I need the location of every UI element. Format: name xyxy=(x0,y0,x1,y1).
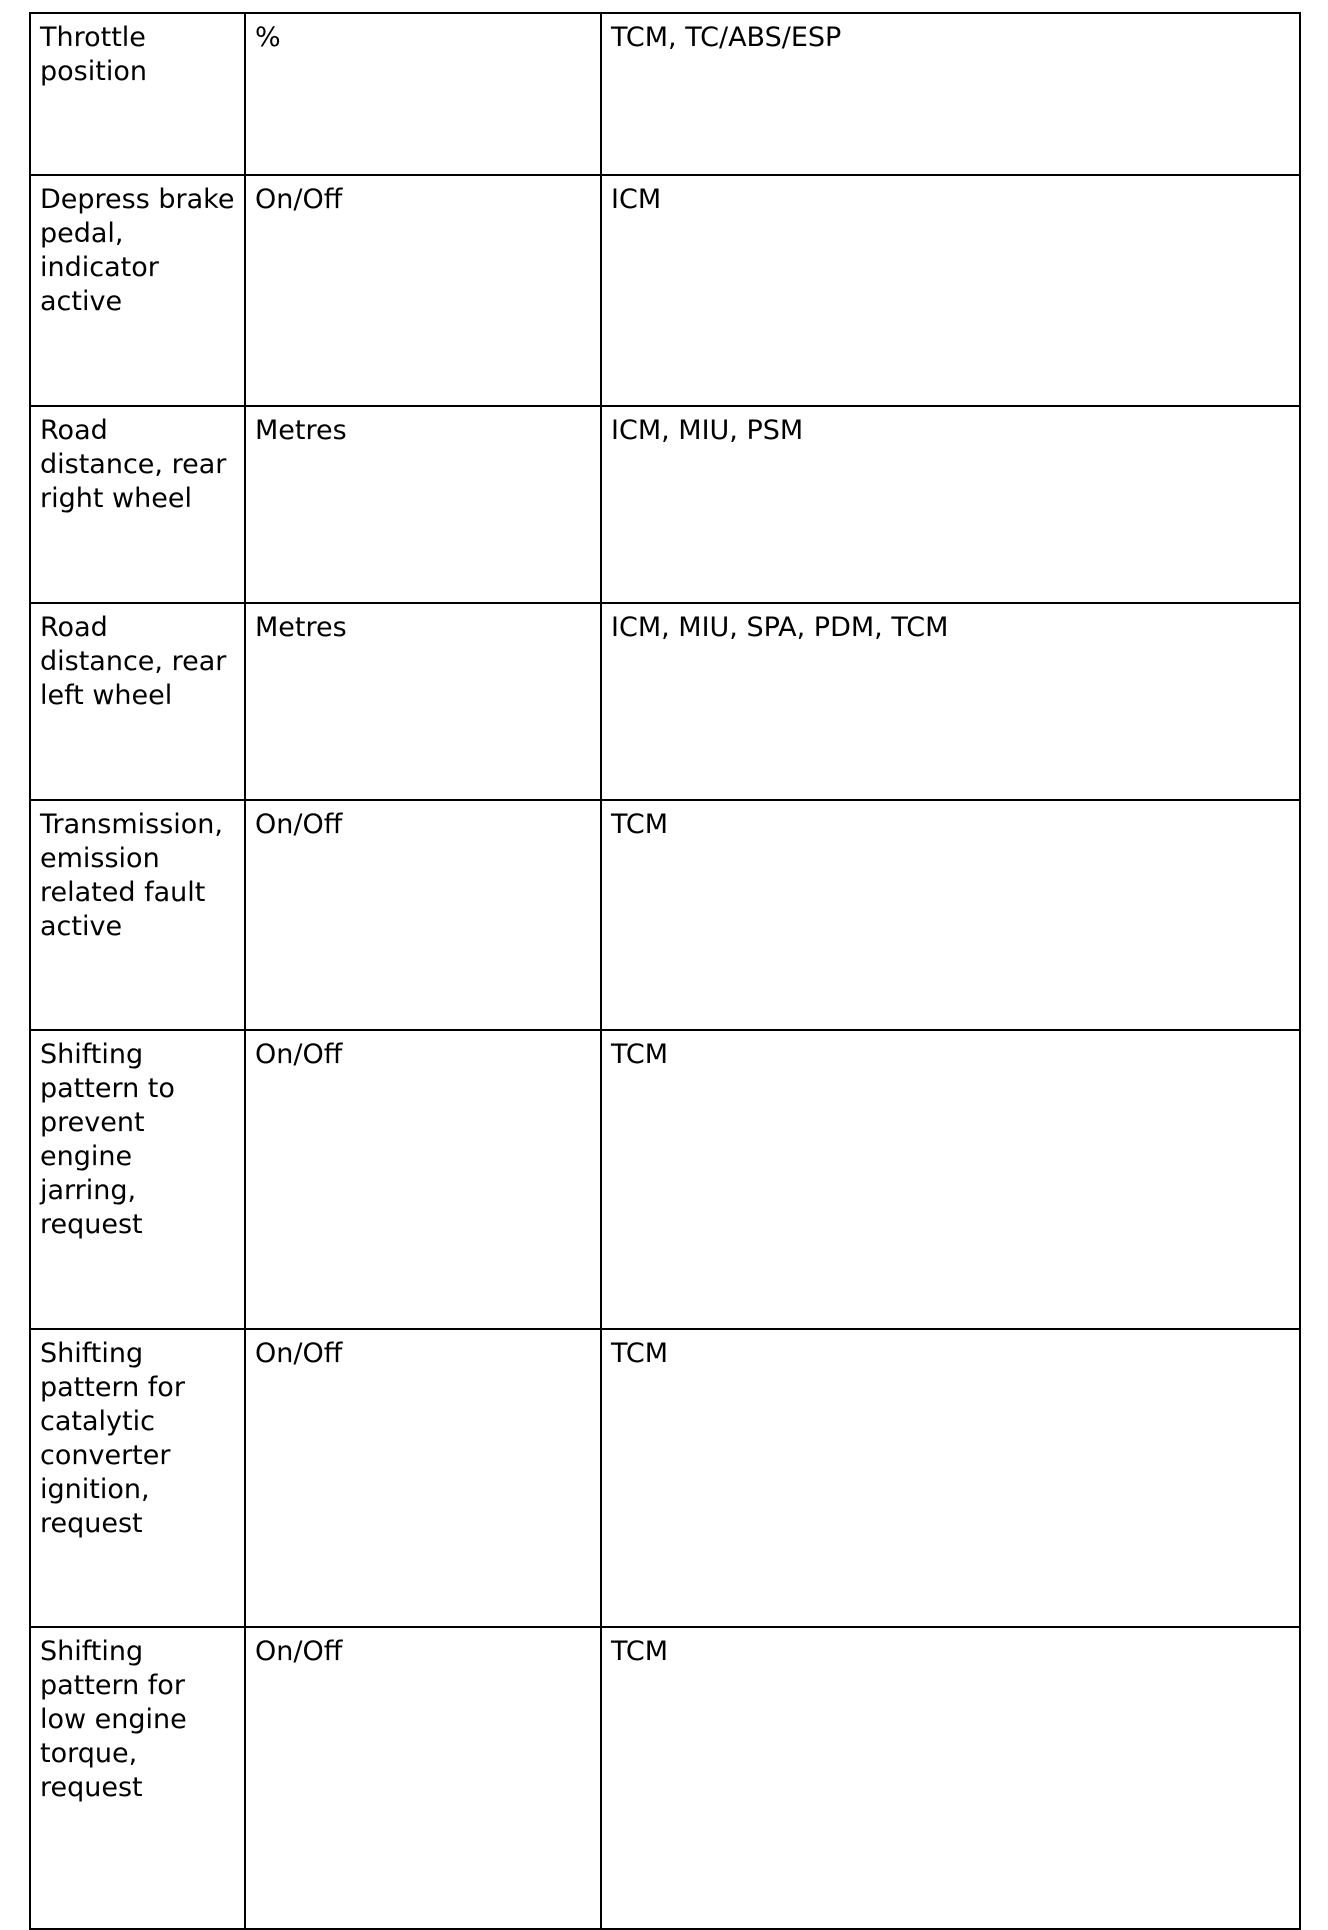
modules-cell: TCM, TC/ABS/ESP xyxy=(601,13,1300,175)
table-row xyxy=(30,406,1300,603)
table-row xyxy=(30,1329,1300,1627)
signal-name-cell: Road distance, rear right wheel xyxy=(30,406,245,603)
modules-cell: TCM xyxy=(601,1030,1300,1329)
signal-name-cell: Shifting pattern for low engine torque, request xyxy=(30,1627,245,1929)
signal-name-cell: Transmission, emission related fault active xyxy=(30,800,245,1030)
signal-name-cell: Depress brake pedal, indicator active xyxy=(30,175,245,406)
unit-cell: % xyxy=(245,13,601,175)
table-row xyxy=(30,13,1300,175)
signal-name-cell: Shifting pattern for catalytic converter ignition, request xyxy=(30,1329,245,1627)
table-row xyxy=(30,1627,1300,1929)
table-row xyxy=(30,175,1300,406)
signal-table xyxy=(29,12,1301,1930)
unit-cell: Metres xyxy=(245,603,601,800)
modules-cell: TCM xyxy=(601,1329,1300,1627)
unit-cell: Metres xyxy=(245,406,601,603)
modules-cell: TCM xyxy=(601,1627,1300,1929)
modules-cell: ICM, MIU, SPA, PDM, TCM xyxy=(601,603,1300,800)
signal-name-cell: Road distance, rear left wheel xyxy=(30,603,245,800)
unit-cell: On/Off xyxy=(245,1030,601,1329)
table-row xyxy=(30,800,1300,1030)
modules-cell: TCM xyxy=(601,800,1300,1030)
table-row xyxy=(30,603,1300,800)
signal-name-cell: Throttle position xyxy=(30,13,245,175)
unit-cell: On/Off xyxy=(245,800,601,1030)
unit-cell: On/Off xyxy=(245,1627,601,1929)
unit-cell: On/Off xyxy=(245,1329,601,1627)
modules-cell: ICM xyxy=(601,175,1300,406)
modules-cell: ICM, MIU, PSM xyxy=(601,406,1300,603)
unit-cell: On/Off xyxy=(245,175,601,406)
table-row xyxy=(30,1030,1300,1329)
signal-name-cell: Shifting pattern to prevent engine jarring, request xyxy=(30,1030,245,1329)
